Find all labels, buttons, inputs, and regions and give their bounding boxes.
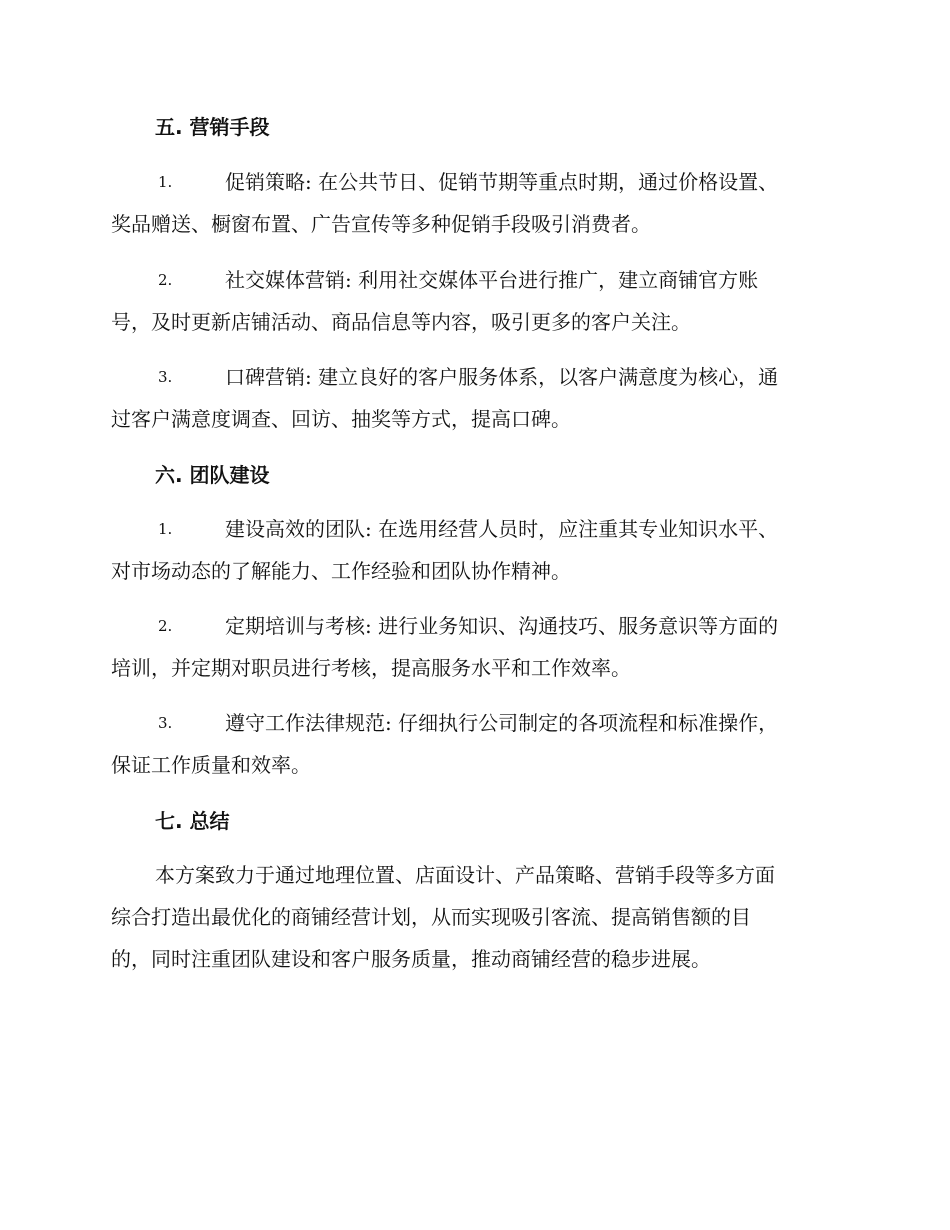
list-number: 1. bbox=[158, 173, 173, 191]
list-item-text: 奖品赠送、橱窗布置、广告宣传等多种促销手段吸引消费者。 bbox=[111, 212, 651, 236]
section-heading-summary: 七. 总结 bbox=[155, 809, 230, 833]
list-item-text: 促销策略: 在公共节日、促销节期等重点时期，通过价格设置、 bbox=[225, 170, 779, 194]
list-number: 3. bbox=[158, 368, 173, 386]
list-item-text: 遵守工作法律规范: 仔细执行公司制定的各项流程和标准操作， bbox=[225, 711, 779, 735]
summary-paragraph-line: 的，同时注重团队建设和客户服务质量，推动商铺经营的稳步进展。 bbox=[111, 947, 711, 971]
list-item-text: 号，及时更新店铺活动、商品信息等内容，吸引更多的客户关注。 bbox=[111, 310, 691, 334]
list-number: 2. bbox=[158, 271, 173, 289]
list-item-text: 定期培训与考核: 进行业务知识、沟通技巧、服务意识等方面的 bbox=[225, 614, 779, 638]
list-number: 1. bbox=[158, 520, 173, 538]
list-item-text: 社交媒体营销: 利用社交媒体平台进行推广，建立商铺官方账 bbox=[225, 268, 759, 292]
list-item-text: 过客户满意度调查、回访、抽奖等方式，提高口碑。 bbox=[111, 407, 571, 431]
summary-paragraph-line: 本方案致力于通过地理位置、店面设计、产品策略、营销手段等多方面 bbox=[155, 863, 775, 887]
list-item-text: 培训，并定期对职员进行考核，提高服务水平和工作效率。 bbox=[111, 656, 631, 680]
list-number: 2. bbox=[158, 617, 173, 635]
list-item-text: 口碑营销: 建立良好的客户服务体系，以客户满意度为核心，通 bbox=[225, 365, 779, 389]
list-item-text: 建设高效的团队: 在选用经营人员时，应注重其专业知识水平、 bbox=[225, 517, 779, 541]
list-item-text: 对市场动态的了解能力、工作经验和团队协作精神。 bbox=[111, 559, 571, 583]
section-heading-marketing: 五. 营销手段 bbox=[155, 115, 270, 139]
summary-paragraph-line: 综合打造出最优化的商铺经营计划，从而实现吸引客流、提高销售额的目 bbox=[111, 905, 751, 929]
list-item-text: 保证工作质量和效率。 bbox=[111, 753, 311, 777]
section-heading-team: 六. 团队建设 bbox=[155, 463, 270, 487]
list-number: 3. bbox=[158, 714, 173, 732]
